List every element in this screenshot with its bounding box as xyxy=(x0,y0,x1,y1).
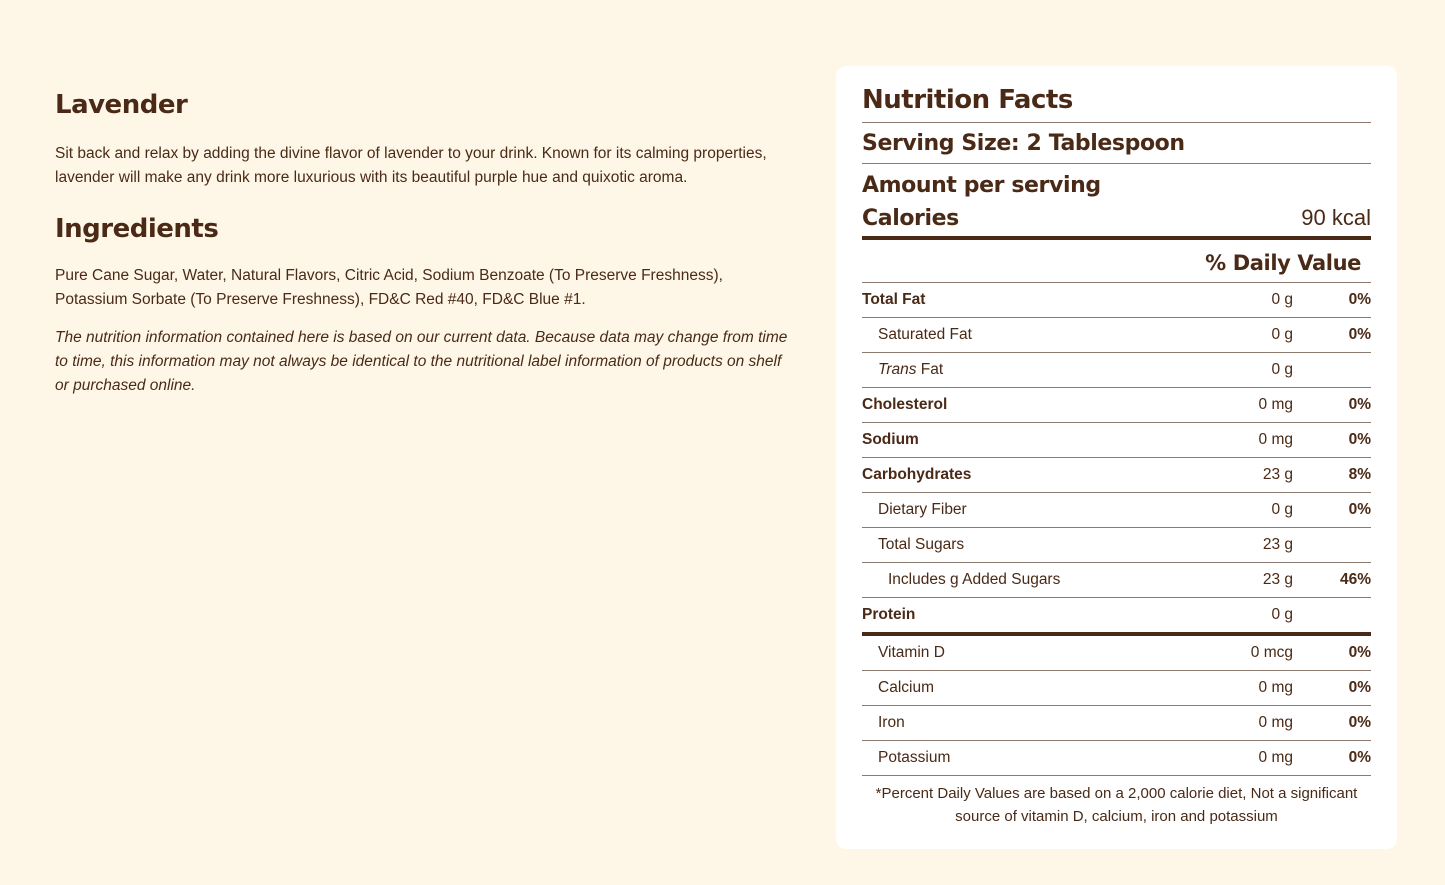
nutrient-label: Saturated Fat xyxy=(878,326,972,343)
daily-value-header: % Daily Value xyxy=(862,240,1371,283)
nutrient-row-total-fat xyxy=(862,283,1371,318)
nutrient-row-saturated-fat xyxy=(862,318,1371,353)
nutrient-row-sodium xyxy=(862,423,1371,458)
nutrition-disclaimer: The nutrition information contained here is based on our current data. Because data may change from time to time, this information may not always be identical to the nutritional label information of products on shelf or purchased online. xyxy=(55,329,788,394)
nutrient-row-calcium xyxy=(862,671,1371,706)
serving-size: Serving Size: 2 Tablespoon xyxy=(862,123,1371,164)
nutrient-daily-value: 8% xyxy=(1348,466,1371,483)
trans-label-rest: Fat xyxy=(916,361,944,378)
nutrient-amount: 0 g xyxy=(1271,326,1293,343)
nutrient-row-potassium xyxy=(862,741,1371,776)
nutrient-label: Vitamin D xyxy=(878,644,945,661)
nutrient-row-vitamin-d xyxy=(862,636,1371,671)
nutrient-daily-value: 0% xyxy=(1348,749,1371,766)
nutrient-amount: 0 g xyxy=(1271,291,1293,308)
nutrient-daily-value: 0% xyxy=(1348,501,1371,518)
nutrient-amount: 0 mcg xyxy=(1250,644,1293,661)
nutrient-row-added-sugars xyxy=(862,563,1371,598)
calories-value: 90 kcal xyxy=(1301,205,1371,230)
nutrient-label: Includes g Added Sugars xyxy=(888,571,1061,588)
nutrition-facts-title: Nutrition Facts xyxy=(862,66,1371,123)
nutrient-row-dietary-fiber xyxy=(862,493,1371,528)
nutrient-amount: 0 g xyxy=(1271,361,1293,378)
nutrient-amount: 23 g xyxy=(1262,466,1293,483)
nutrient-daily-value: 0% xyxy=(1348,431,1371,448)
nutrient-daily-value: 46% xyxy=(1339,571,1371,588)
amount-per-serving: Amount per serving xyxy=(862,173,1101,198)
nutrient-label: Protein xyxy=(862,606,916,623)
nutrient-daily-value: 0% xyxy=(1348,396,1371,413)
nutrient-row-total-sugars xyxy=(862,528,1371,563)
nutrient-label: Cholesterol xyxy=(862,396,948,413)
nutrient-label: Potassium xyxy=(878,749,951,766)
nutrient-row-carbohydrates xyxy=(862,458,1371,493)
nutrition-facts-panel xyxy=(836,66,1397,849)
nutrient-label: Iron xyxy=(878,714,905,731)
nutrient-daily-value: 0% xyxy=(1348,326,1371,343)
nutrient-amount: 23 g xyxy=(1262,536,1293,553)
nutrient-daily-value: 0% xyxy=(1348,714,1371,731)
nutrient-row-protein xyxy=(862,598,1371,636)
nutrient-daily-value: 0% xyxy=(1348,644,1371,661)
nutrient-label: Sodium xyxy=(862,431,919,448)
nutrient-label: Dietary Fiber xyxy=(878,501,967,518)
ingredients-list: Pure Cane Sugar, Water, Natural Flavors, Citric Acid, Sodium Benzoate (To Preserve Freshness), Potassium Sorbate (To Preserve Freshness), FD&C Red #40, FD&C Blue #1. xyxy=(55,267,723,308)
nutrient-amount: 0 mg xyxy=(1258,714,1293,731)
nutrient-amount: 0 mg xyxy=(1258,396,1293,413)
nutrient-row-iron xyxy=(862,706,1371,741)
nutrient-daily-value: 0% xyxy=(1348,679,1371,696)
nutrient-label xyxy=(862,361,1213,379)
nutrient-amount: 0 mg xyxy=(1258,679,1293,696)
product-description: Sit back and relax by adding the divine flavor of lavender to your drink. Known for its calming properties, lavender will make any drink more luxurious with its beautiful purple hue and quixotic aroma. xyxy=(55,145,767,186)
nutrient-label: Calcium xyxy=(878,679,934,696)
nutrient-amount: 0 g xyxy=(1271,606,1293,623)
nutrient-row-trans-fat xyxy=(862,353,1371,388)
nutrient-row-cholesterol xyxy=(862,388,1371,423)
product-title: Lavender xyxy=(55,90,188,120)
nutrient-amount: 0 mg xyxy=(1258,431,1293,448)
nutrient-daily-value: 0% xyxy=(1348,291,1371,308)
nutrient-label: Carbohydrates xyxy=(862,466,972,483)
ingredients-heading: Ingredients xyxy=(55,214,219,244)
nutrient-amount: 23 g xyxy=(1262,571,1293,588)
nutrient-amount: 0 mg xyxy=(1258,749,1293,766)
trans-label-italic: Trans xyxy=(878,361,917,378)
calories-label: Calories xyxy=(862,205,959,231)
nutrient-amount: 0 g xyxy=(1271,501,1293,518)
calories-row xyxy=(862,200,1371,240)
nutrient-label: Total Fat xyxy=(862,291,926,308)
daily-value-footnote: *Percent Daily Values are based on a 2,000 calorie diet, Not a significant source of vitamin D, calcium, iron and potassium xyxy=(875,785,1358,825)
product-info xyxy=(55,88,795,398)
nutrient-label: Total Sugars xyxy=(878,536,965,553)
